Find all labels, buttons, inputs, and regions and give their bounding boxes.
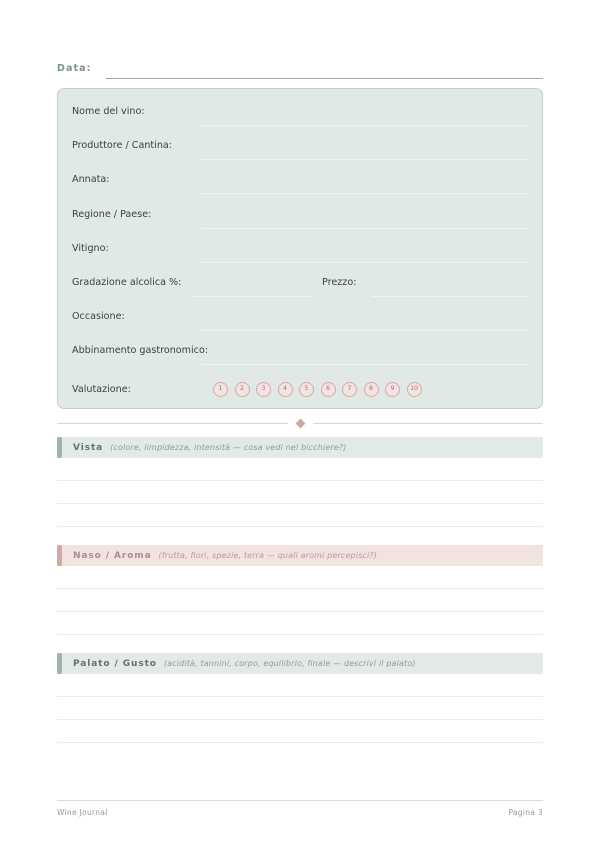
wine-info-card [57,88,543,409]
writing-line[interactable] [57,674,543,697]
writing-line[interactable] [57,589,543,612]
field-row-produttore-cantina[interactable] [72,135,528,169]
writing-line[interactable] [57,612,543,635]
section-divider [57,417,543,429]
field-row-occasione[interactable] [72,306,528,340]
section-header-palato-gusto [57,653,543,674]
field-label: Vitigno: [72,242,109,254]
section-hint: (frutta, fiori, spezie, terra — quali aromi percepisci?) [158,551,378,560]
field-label: Regione / Paese: [72,208,152,220]
accent-bar-icon [57,545,62,566]
section-header-vista [57,437,543,458]
field-group-gradazione[interactable] [72,272,312,290]
section-hint: (colore, limpidezza, intensità — cosa vedi nel bicchiere?) [110,443,347,452]
field-row-vitigno[interactable] [72,238,528,272]
field-label: Gradazione alcolica %: [72,276,182,288]
page-number: Pagina 3 [508,808,543,817]
section-hint: (acidità, tannini, corpo, equilibrio, finale — descrivi il palato) [163,659,416,668]
footer-title: Wine Journal [57,808,108,817]
divider-line-right [313,423,544,424]
rating-option-7[interactable]: 7 [342,382,357,397]
rating-row [72,375,528,405]
field-input-line[interactable] [202,262,528,263]
date-row [57,57,543,79]
field-input-line[interactable] [202,125,528,126]
writing-area-palato-gusto[interactable] [57,674,543,743]
field-input-line[interactable] [202,228,528,229]
field-label: Produttore / Cantina: [72,140,173,152]
field-row-nome-del-vino[interactable] [72,101,528,135]
field-label: Prezzo: [322,276,357,288]
field-input-line[interactable] [202,364,528,365]
rating-option-8[interactable]: 8 [364,382,379,397]
writing-line[interactable] [57,697,543,720]
field-input-line-prezzo[interactable] [372,296,528,297]
section-title: Palato / Gusto [73,658,157,669]
rating-label: Valutazione: [72,383,131,395]
section-palato-gusto [57,653,543,743]
field-row-abbinamento-gastronomico[interactable] [72,340,528,374]
writing-line[interactable] [57,504,543,527]
writing-line[interactable] [57,458,543,481]
field-row-regione-paese[interactable] [72,204,528,238]
rating-option-4[interactable]: 4 [278,382,293,397]
writing-line[interactable] [57,720,543,743]
accent-bar-icon [57,437,62,458]
section-naso-aroma [57,545,543,635]
rating-option-2[interactable]: 2 [235,382,250,397]
section-vista [57,437,543,527]
field-input-line[interactable] [202,193,528,194]
rating-option-9[interactable]: 9 [385,382,400,397]
writing-line[interactable] [57,481,543,504]
accent-bar-icon [57,653,62,674]
footer-content [57,808,543,817]
field-label: Nome del vino: [72,106,145,117]
rating-option-3[interactable]: 3 [256,382,271,397]
date-label: Data: [57,63,92,74]
field-input-line[interactable] [202,330,528,331]
diamond-icon [295,418,305,428]
rating-option-1[interactable]: 1 [213,382,228,397]
rating-scale [213,382,422,397]
page-footer [57,800,543,817]
rating-option-5[interactable]: 5 [299,382,314,397]
field-label: Annata: [72,174,110,186]
section-title: Vista [73,442,104,453]
rating-option-10[interactable]: 10 [407,382,422,397]
section-title: Naso / Aroma [73,550,152,561]
field-row-annata[interactable] [72,169,528,203]
rating-option-6[interactable]: 6 [321,382,336,397]
writing-area-naso-aroma[interactable] [57,566,543,635]
divider-line-left [57,423,288,424]
field-row-gradazione-prezzo [72,272,528,306]
writing-area-vista[interactable] [57,458,543,527]
date-input-line[interactable] [106,63,543,79]
writing-line[interactable] [57,566,543,589]
field-input-line[interactable] [202,159,528,160]
section-header-naso-aroma [57,545,543,566]
field-label: Abbinamento gastronomico: [72,345,209,357]
field-group-prezzo[interactable] [322,272,528,290]
field-label: Occasione: [72,311,125,323]
footer-divider [57,800,543,801]
field-input-line-gradazione[interactable] [190,296,312,297]
